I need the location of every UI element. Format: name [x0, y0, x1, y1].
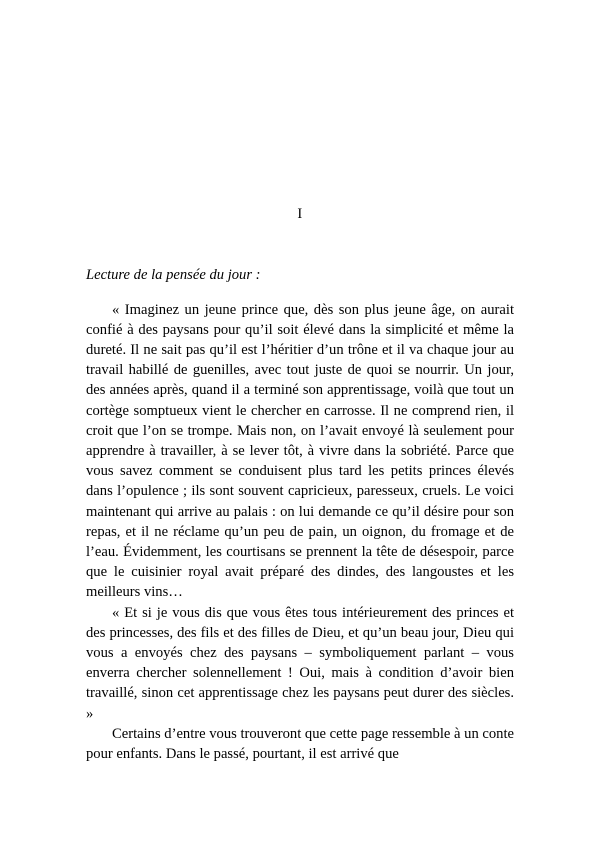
- stage-direction: Lecture de la pensée du jour :: [86, 267, 261, 284]
- body-paragraph: Certains d’entre vous trouveront que cette page ressemble à un conte pour enfants. Dans le passé, pourtant, il est arrivé que: [86, 725, 514, 762]
- body-paragraph: « Imaginez un jeune prince que, dès son plus jeune âge, on aurait confié à des paysans pour qu’il soit élevé dans la simplicité et même la dureté. Il ne sait pas qu’il est l’héritier d’un trône et il va chaque jour au travail habillé de guenilles, avec tout juste de quoi se nourrir. Un jour, des années après, quand il a terminé son apprentissage, voilà que tout un cortège somptueux vient le chercher en carrosse. Il ne comprend rien, il croit que l’on se trompe. Mais non, on l’avait envoyé là seulement pour apprendre à travailler, à se lever tôt, à vivre dans la sobriété. Parce que vous savez comment se conduisent plus tard les petits princes élevés dans l’opulence ; ils sont souvent capricieux, paresseux, cruels. Le voici maintenant qui arrive au palais : on lui demande ce qu’il désire pour son repas, et il ne réclame qu’un peu de pain, un oignon, du fromage et de l’eau. Évidemment, les courtisans se prennent la tête de désespoir, parce que le cuisinier royal avait préparé des dindes, des langoustes et les meilleurs vins…: [86, 301, 514, 601]
- body-paragraph: « Et si je vous dis que vous êtes tous intérieurement des princes et des princesses, des fils et des filles de Dieu, et qu’un beau jour, Dieu qui vous a envoyés chez des paysans – symboliquement parlant – vous enverra chercher solennellement ! Oui, mais à condition d’avoir bien travaillé, sinon cet apprentissage chez les paysans peut durer des siècles. »: [86, 604, 514, 722]
- text-column: [86, 206, 514, 764]
- chapter-number: I: [297, 206, 303, 222]
